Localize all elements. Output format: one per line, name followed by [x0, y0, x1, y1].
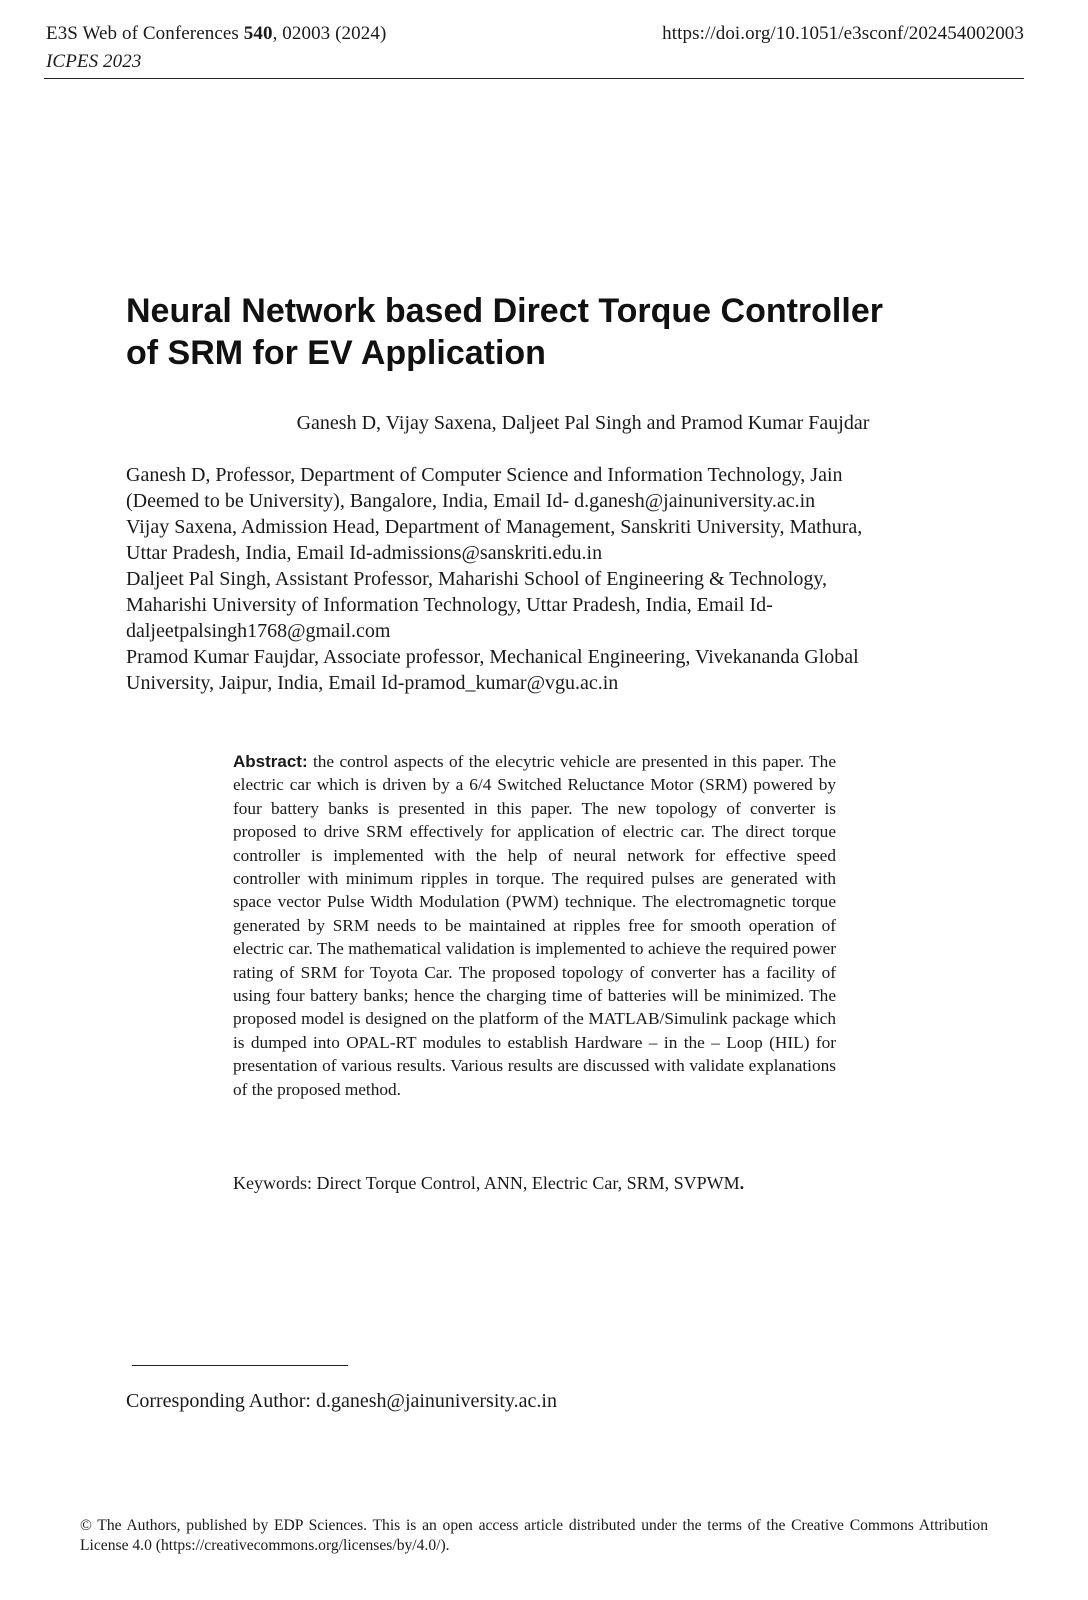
journal-volume: 540: [243, 23, 273, 44]
conference-name: ICPES 2023: [46, 51, 142, 72]
article-number: , 02003 (2024): [272, 23, 387, 44]
authors-text: Ganesh D, Vijay Saxena, Daljeet Pal Singh and Pramod Kumar Faujdar: [296, 412, 870, 434]
author-list: [0, 410, 1088, 436]
affiliations: [126, 462, 956, 696]
title-line-1: Neural Network based Direct Torque Controller: [126, 292, 883, 330]
abstract-text: the control aspects of the elecytric vehicle are presented in this paper. The electric car which is driven by a 6/4 Switched Reluctance Motor (SRM) powered by four battery banks is presented in this paper. The new topology of converter is proposed to drive SRM effectively for application of electric car. The direct torque controller is implemented with the help of neural network for effective speed controller with minimum ripples in torque. The required pulses are generated with space vector Pulse Width Modulation (PWM) technique. The electromagnetic torque generated by SRM needs to be maintained at ripples free for smooth operation of electric car. The mathematical validation is implemented to achieve the required power rating of SRM for Toyota Car. The proposed topology of converter has a facility of using four battery banks; hence the charging time of batteries will be minimized. The proposed model is designed on the platform of the MATLAB/Simulink package which is dumped into OPAL-RT modules to establish Hardware – in the – Loop (HIL) for presentation of various results. Various results are discussed with validate explanations of the proposed method.: [233, 752, 836, 1099]
keywords: [233, 1171, 744, 1195]
affiliation-line: Uttar Pradesh, India, Email Id-admissions@sanskriti.edu.in: [126, 542, 603, 564]
affiliation-line: (Deemed to be University), Bangalore, India, Email Id- d.ganesh@jainuniversity.ac.in: [126, 490, 816, 512]
affiliation-line: daljeetpalsingh1768@gmail.com: [126, 620, 391, 642]
header-rule: [44, 78, 1024, 79]
affiliation-line: Vijay Saxena, Admission Head, Department of Management, Sanskriti University, Mathura,: [126, 516, 863, 538]
affiliation-line: University, Jaipur, India, Email Id-pramod_kumar@vgu.ac.in: [126, 672, 619, 694]
journal-name: E3S Web of Conferences: [46, 23, 244, 44]
footnote-rule: [132, 1365, 348, 1366]
license-notice: © The Authors, published by EDP Sciences. This is an open access article distributed under the terms of the Creative Commons Attribution License 4.0 (https://creativecommons.org/licenses/by/4.0/).: [80, 1517, 988, 1554]
keywords-text: Keywords: Direct Torque Control, ANN, Electric Car, SRM, SVPWM: [233, 1173, 740, 1193]
abstract-label: Abstract:: [233, 752, 308, 771]
abstract: [233, 750, 836, 1101]
corresponding-author: Corresponding Author: d.ganesh@jainuniversity.ac.in: [126, 1390, 557, 1412]
title-line-2: of SRM for EV Application: [126, 334, 546, 372]
affiliation-line: Maharishi University of Information Technology, Uttar Pradesh, India, Email Id-: [126, 594, 773, 616]
affiliation-line: Ganesh D, Professor, Department of Computer Science and Information Technology, Jain: [126, 464, 843, 486]
keywords-end: .: [739, 1173, 745, 1193]
affiliation-line: Pramod Kumar Faujdar, Associate professor, Mechanical Engineering, Vivekananda Global: [126, 646, 859, 668]
journal-citation: [46, 22, 386, 46]
affiliation-line: Daljeet Pal Singh, Assistant Professor, Maharishi School of Engineering & Technology,: [126, 568, 828, 590]
paper-title: [126, 290, 1006, 374]
doi-link[interactable]: https://doi.org/10.1051/e3sconf/202454002003: [662, 23, 1024, 44]
